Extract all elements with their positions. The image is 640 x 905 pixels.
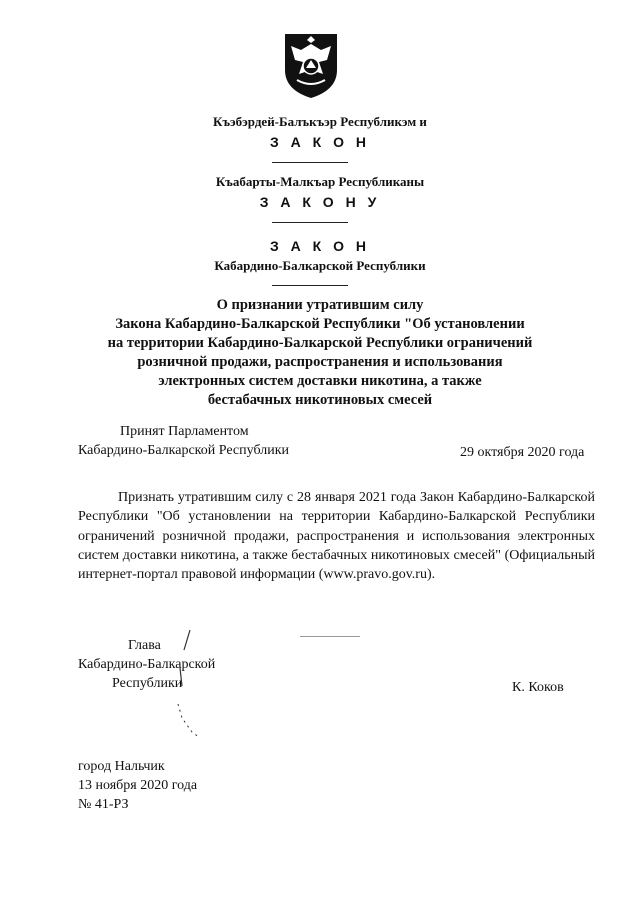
adopted-by-line: Принят Парламентом bbox=[120, 424, 249, 439]
signing-date: 13 ноября 2020 года bbox=[78, 778, 198, 793]
balkar-republic-line: Къабарты-Малкъар Республиканы bbox=[215, 174, 425, 189]
law-body-paragraph: Признать утратившим силу с 28 января 2021 года Закон Кабардино-Балкарской Республики "Об установлении на территории Кабардино-Балкарской Республики ограничений розничной продажи, распространения и использования электронных систем доставки никотина, а также бестабачных никотиновых смесей" (Официальный интернет-портал правовой информации (www.pravo.gov.ru). bbox=[78, 490, 595, 583]
city: город Нальчик bbox=[78, 759, 165, 774]
document-title bbox=[0, 296, 640, 410]
divider bbox=[272, 162, 348, 163]
signatory-title-line: Республики bbox=[112, 676, 183, 691]
title-line: розничной продажи, распространения и использования bbox=[137, 354, 503, 370]
signature-mark bbox=[170, 620, 250, 750]
balkar-law-heading: З А К О Н У bbox=[259, 194, 381, 210]
title-line: бестабачных никотиновых смесей bbox=[207, 392, 433, 408]
russian-republic-line: Кабардино-Балкарской Республики bbox=[214, 258, 426, 273]
title-line: О признании утратившим силу bbox=[216, 297, 424, 313]
title-line: электронных систем доставки никотина, а также bbox=[158, 373, 482, 389]
divider bbox=[272, 222, 348, 223]
russian-law-heading: З А К О Н bbox=[270, 238, 370, 254]
signatory-title-line: Глава bbox=[128, 638, 161, 653]
divider bbox=[272, 285, 348, 286]
signature-line bbox=[300, 636, 360, 637]
parliament-line: Кабардино-Балкарской Республики bbox=[78, 443, 289, 458]
title-line: Закона Кабардино-Балкарской Республики "Об установлении bbox=[115, 316, 525, 332]
adoption-date: 29 октября 2020 года bbox=[460, 445, 585, 460]
signatory-name: К. Коков bbox=[512, 680, 564, 695]
kabardian-law-heading: З А К О Н bbox=[270, 134, 370, 150]
title-line: на территории Кабардино-Балкарской Республики ограничений bbox=[107, 335, 533, 351]
coat-of-arms-icon bbox=[279, 30, 343, 100]
law-number: № 41-РЗ bbox=[78, 797, 129, 812]
signatory-title-line: Кабардино-Балкарской bbox=[78, 657, 216, 672]
kabardian-republic-line: Къэбэрдей-Балъкъэр Республикэм и bbox=[213, 114, 427, 129]
